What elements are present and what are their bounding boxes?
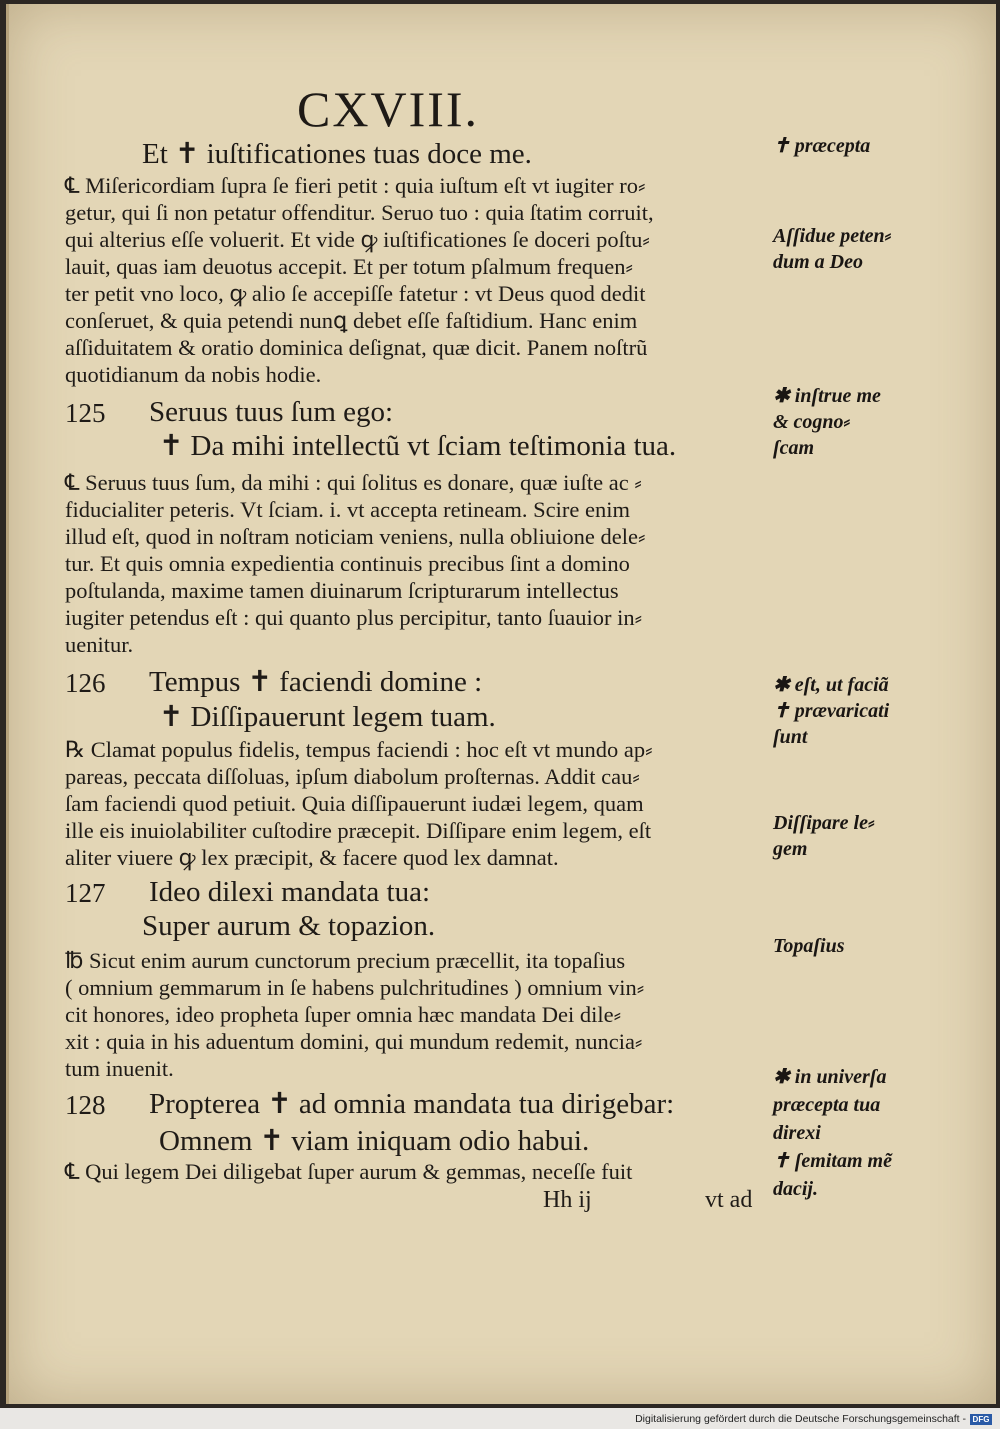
marginal-note: dacij. (773, 1178, 818, 1200)
verse-line: Propterea ✝ ad omnia mandata tua dirigebar: (149, 1088, 675, 1120)
text-line: iugiter petendus eſt : qui quanto plus percipitur, tanto ſuauior in⸗ (65, 605, 643, 630)
text-line: xit : quia in his aduentum domini, qui mundum redemit, nuncia⸗ (65, 1029, 643, 1054)
dfg-logo-icon: DFG (970, 1414, 992, 1425)
text-line: cit honores, ideo propheta ſuper omnia hæc mandata Dei dile⸗ (65, 1002, 622, 1027)
text-line: ℄ Qui legem Dei diligebat ſuper aurum & gemmas, neceſſe fuit (65, 1159, 633, 1184)
verse-line: Seruus tuus ſum ego: (149, 396, 394, 428)
marginal-note: Aſſidue peten⸗ (773, 225, 892, 247)
running-head: CXVIII. (297, 81, 480, 137)
verse-line: Super aurum & topazion. (142, 910, 436, 942)
marginal-note: ✱ eſt, ut faciã (773, 674, 889, 696)
signature-mark: Hh ij (543, 1187, 592, 1213)
verse-line: Ideo dilexi mandata tua: (149, 876, 431, 908)
marginal-note: Topaſius (773, 935, 845, 957)
verse-line: ✝ Da mihi intellectũ vt ſciam teſtimonia tua. (159, 430, 677, 462)
verse-number: 125 (65, 398, 106, 428)
text-line: aſſiduitatem & oratio dominica deſignat, quæ dicit. Panem noſtrũ (65, 335, 648, 360)
credit-text: Digitalisierung gefördert durch die Deutsche Forschungsgemeinschaft - (635, 1413, 966, 1425)
marginal-note: dum a Deo (773, 251, 863, 273)
text-line: ℔ Sicut enim aurum cunctorum precium præcellit, ita topaſius (65, 948, 626, 973)
text-line: illud eſt, quod in noſtram noticiam veniens, nulla obliuione dele⸗ (65, 524, 646, 549)
text-line: poſtulanda, maxime tamen diuinarum ſcripturarum intellectus (65, 578, 619, 603)
verse-line: Tempus ✝ faciendi domine : (149, 666, 483, 698)
marginal-note: ✝ ſemitam mẽ (773, 1150, 892, 1172)
text-line: pareas, peccata diſſoluas, ipſum diabolum proſternas. Addit cau⸗ (65, 764, 640, 789)
marginal-note: ✱ in univerſa (773, 1066, 887, 1088)
verse-line: ✝ Diſſipauerunt legem tuam. (159, 701, 496, 733)
marginal-note: direxi (773, 1122, 821, 1144)
text-line: conſeruet, & quia petendi nunꝗ debet eſſe faſtidium. Hanc enim (65, 308, 638, 333)
text-line: aliter viuere ꝙ lex præcipit, & facere quod lex damnat. (65, 845, 559, 870)
text-line: fiducialiter peteris. Vt ſciam. i. vt accepta retineam. Scire enim (65, 497, 630, 522)
text-line: ( omnium gemmarum in ſe habens pulchritudines ) omnium vin⸗ (65, 975, 645, 1000)
verse-number: 126 (65, 668, 106, 698)
marginal-note: ſcam (773, 437, 815, 459)
catchword: vt ad (705, 1187, 753, 1213)
text-line: quotidianum da nobis hodie. (65, 362, 322, 387)
marginal-note: & cogno⸗ (773, 411, 851, 433)
verse-line: Omnem ✝ viam iniquam odio habui. (159, 1125, 590, 1157)
text-line: ille eis inuiolabiliter cuſtodire præcepit. Diſſipare enim legem, eſt (65, 818, 652, 843)
text-line: ſam faciendi quod petiuit. Quia diſſipauerunt iudæi legem, quam (65, 791, 644, 816)
marginal-note: ſunt (773, 726, 808, 748)
text-line: uenitur. (65, 632, 134, 657)
text-line: tur. Et quis omnia expedientia continuis precibus ſint a domino (65, 551, 630, 576)
text-line: tum inuenit. (65, 1056, 174, 1081)
text-line: Et ✝ iuſtificationes tuas doce me. (142, 138, 532, 170)
marginal-note: ✝ præcepta (773, 135, 871, 157)
verse-number: 127 (65, 878, 106, 908)
marginal-note: gem (773, 838, 808, 860)
text-line: getur, qui ſi non petatur offenditur. Seruo tuo : quia ſtatim corruit, (65, 200, 654, 225)
text-line: lauit, quas iam deuotus accepit. Et per totum pſalmum frequen⸗ (65, 254, 633, 279)
marginal-note: præcepta tua (773, 1094, 881, 1116)
text-line: ℄ Miſericordiam ſupra ſe fieri petit : quia iuſtum eſt vt iugiter ro⸗ (65, 173, 646, 198)
text-line: ℞ Clamat populus fidelis, tempus faciendi : hoc eſt vt mundo ap⸗ (65, 737, 653, 762)
text-line: ℄ Seruus tuus ſum, da mihi : qui ſolitus es donare, quæ iuſte ac ⸗ (65, 470, 642, 495)
book-page (6, 4, 996, 1404)
marginal-note: ✝ prævaricati (773, 700, 890, 722)
text-line: qui alterius eſſe voluerit. Et vide ꝙ iuſtificationes ſe doceri poſtu⸗ (65, 227, 650, 252)
digitization-credit (635, 1411, 992, 1427)
verse-number: 128 (65, 1090, 106, 1120)
marginal-note: Diſſipare le⸗ (773, 812, 875, 834)
marginal-note: ✱ inſtrue me (773, 385, 881, 407)
text-line: ter petit vno loco, ꝙ alio ſe accepiſſe fatetur : vt Deus quod dedit (65, 281, 646, 306)
